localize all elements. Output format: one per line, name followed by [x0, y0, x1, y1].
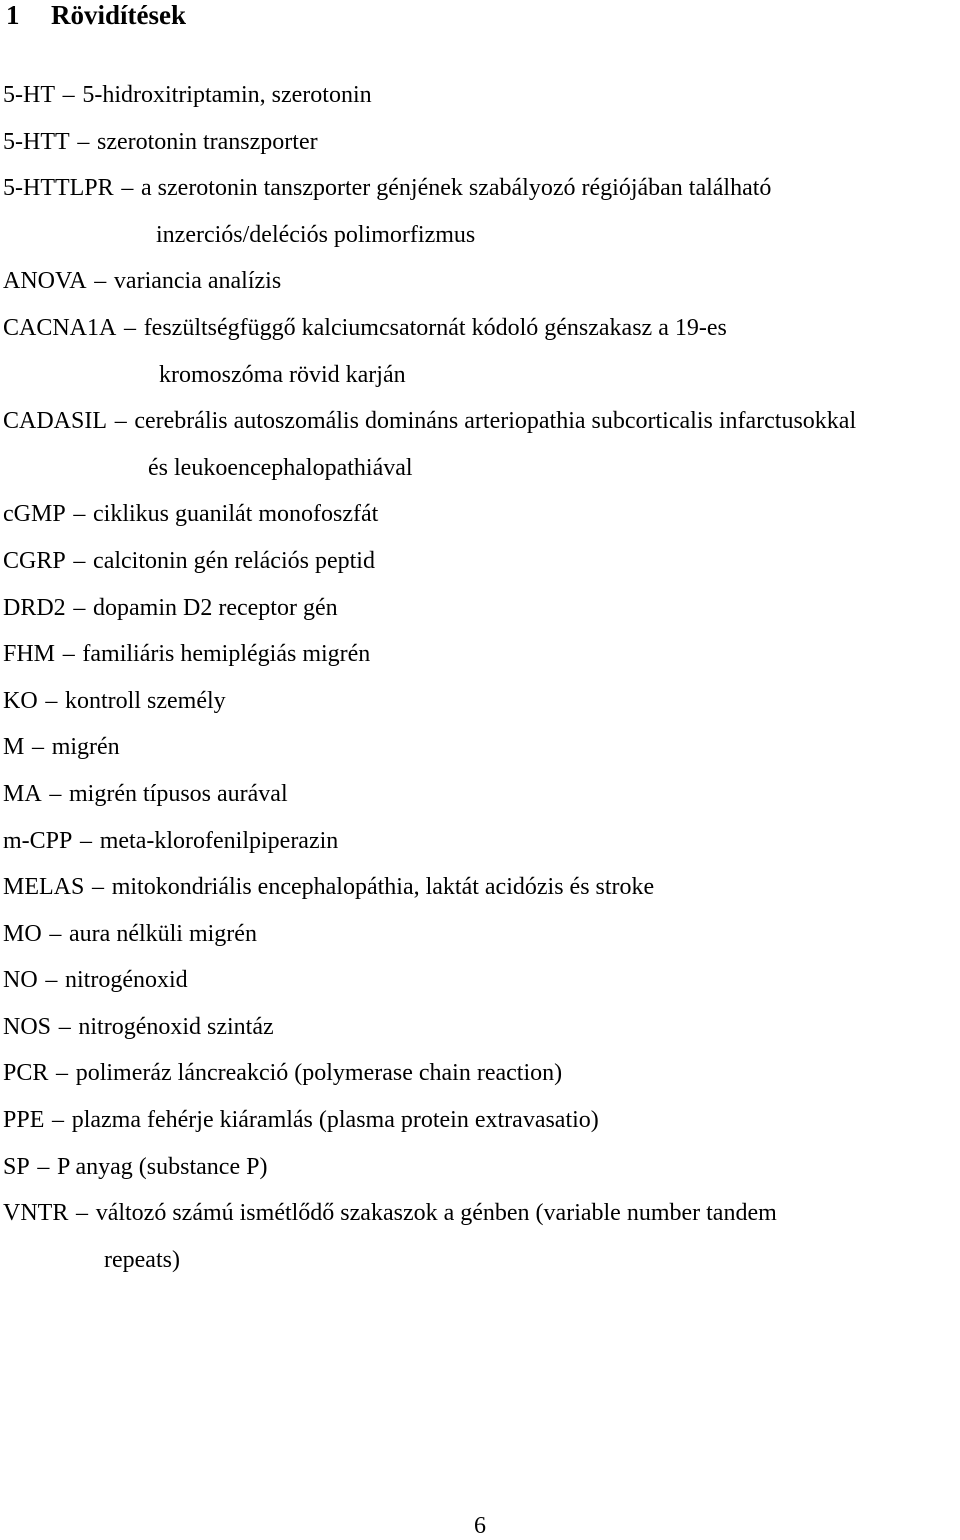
abbreviation-entry: [3, 119, 958, 166]
abbreviation-entry: [3, 678, 958, 725]
abbreviation-entry: [3, 1097, 958, 1144]
separator-dash: –: [73, 594, 86, 621]
abbreviation-term: CADASIL: [3, 408, 108, 435]
abbreviation-list: [3, 72, 958, 1283]
abbreviation-term: CGRP: [3, 547, 66, 574]
abbreviation-definition: szerotonin transzporter: [97, 128, 318, 155]
separator-dash: –: [92, 874, 105, 901]
abbreviation-term: PPE: [3, 1107, 45, 1134]
page-number: 6: [474, 1513, 486, 1539]
separator-dash: –: [58, 1013, 71, 1040]
abbreviation-term: 5-HTTLPR: [3, 175, 114, 202]
separator-dash: –: [45, 967, 58, 994]
abbreviation-entry: [3, 1050, 958, 1097]
abbreviation-definition: változó számú ismétlődő szakaszok a génben (variable number tandem: [95, 1200, 777, 1227]
separator-dash: –: [73, 547, 86, 574]
separator-dash: –: [45, 687, 58, 714]
abbreviation-entry: [3, 165, 958, 258]
abbreviation-definition: familiáris hemiplégiás migrén: [82, 641, 371, 668]
abbreviation-definition: dopamin D2 receptor gén: [93, 594, 338, 621]
abbreviation-term: DRD2: [3, 594, 66, 621]
separator-dash: –: [73, 501, 86, 528]
separator-dash: –: [32, 734, 45, 761]
abbreviation-entry: [3, 771, 958, 818]
abbreviation-definition: migrén típusos aurával: [69, 780, 288, 807]
abbreviation-entry: [3, 538, 958, 585]
abbreviation-entry: [3, 72, 958, 119]
abbreviation-entry: [3, 491, 958, 538]
abbreviation-entry: [3, 724, 958, 771]
abbreviation-definition: calcitonin gén relációs peptid: [93, 547, 375, 574]
abbreviation-term: NO: [3, 967, 38, 994]
abbreviation-definition: nitrogénoxid: [65, 967, 188, 994]
abbreviation-entry: [3, 864, 958, 911]
abbreviation-term: cGMP: [3, 501, 66, 528]
abbreviation-term: MELAS: [3, 874, 85, 901]
abbreviation-entry: [3, 631, 958, 678]
abbreviation-definition: nitrogénoxid szintáz: [78, 1013, 274, 1040]
abbreviation-definition: P anyag (substance P): [57, 1153, 268, 1180]
abbreviation-entry: [3, 305, 958, 398]
separator-dash: –: [62, 641, 75, 668]
abbreviation-term: M: [3, 734, 25, 761]
abbreviation-definition: plazma fehérje kiáramlás (plasma protein extravasatio): [71, 1107, 599, 1134]
abbreviation-entry: [3, 585, 958, 632]
abbreviation-term: SP: [3, 1153, 30, 1180]
separator-dash: –: [77, 128, 90, 155]
abbreviation-entry: [3, 818, 958, 865]
abbreviation-entry: [3, 957, 958, 1004]
abbreviation-term: FHM: [3, 641, 56, 668]
abbreviation-term: VNTR: [3, 1200, 69, 1227]
separator-dash: –: [37, 1153, 50, 1180]
abbreviation-definition: aura nélküli migrén: [69, 920, 257, 947]
separator-dash: –: [114, 408, 127, 435]
separator-dash: –: [56, 1060, 69, 1087]
definition-continuation: kromoszóma rövid karján: [159, 361, 406, 388]
abbreviation-definition: ciklikus guanilát monofoszfát: [93, 501, 379, 528]
abbreviation-term: KO: [3, 687, 38, 714]
separator-dash: –: [94, 268, 107, 295]
abbreviation-entry: [3, 398, 958, 491]
abbreviation-definition: cerebrális autoszomális domináns arteriopathia subcorticalis infarctusokkal: [134, 408, 857, 435]
abbreviation-term: m-CPP: [3, 827, 73, 854]
abbreviation-term: PCR: [3, 1060, 49, 1087]
abbreviation-entry: [3, 1190, 958, 1283]
abbreviation-term: NOS: [3, 1013, 52, 1040]
abbreviation-term: ANOVA: [3, 268, 87, 295]
abbreviation-definition: variancia analízis: [113, 268, 282, 295]
separator-dash: –: [124, 314, 137, 341]
abbreviation-definition: polimeráz láncreakció (polymerase chain reaction): [75, 1060, 563, 1087]
separator-dash: –: [49, 920, 62, 947]
section-heading: [6, 0, 186, 30]
abbreviation-definition: 5-hidroxitriptamin, szerotonin: [82, 82, 372, 108]
abbreviation-definition: migrén: [51, 734, 120, 761]
abbreviation-entry: [3, 1144, 958, 1191]
abbreviation-definition: kontroll személy: [65, 687, 226, 714]
separator-dash: –: [52, 1107, 65, 1134]
abbreviation-entry: [3, 1004, 958, 1051]
abbreviation-term: MA: [3, 780, 42, 807]
separator-dash: –: [80, 827, 93, 854]
section-title: Rövidítések: [51, 0, 186, 30]
abbreviation-term: 5-HT: [3, 82, 55, 108]
separator-dash: –: [76, 1200, 89, 1227]
abbreviation-definition: mitokondriális encephalopáthia, laktát acidózis és stroke: [111, 874, 655, 901]
abbreviation-term: CACNA1A: [3, 314, 117, 341]
definition-continuation: inzerciós/deléciós polimorfizmus: [156, 221, 476, 248]
separator-dash: –: [62, 82, 75, 108]
abbreviation-term: 5-HTT: [3, 128, 70, 155]
definition-continuation: és leukoencephalopathiával: [148, 454, 413, 481]
abbreviation-entry: [3, 258, 958, 305]
abbreviation-definition: meta-klorofenilpiperazin: [99, 827, 339, 854]
abbreviation-definition: a szerotonin tanszporter génjének szabályozó régiójában található: [141, 175, 772, 202]
abbreviation-definition: feszültségfüggő kalciumcsatornát kódoló génszakasz a 19-es: [143, 314, 727, 341]
abbreviation-term: MO: [3, 920, 42, 947]
separator-dash: –: [49, 780, 62, 807]
section-number: 1: [6, 0, 20, 30]
definition-continuation: repeats): [104, 1246, 180, 1273]
separator-dash: –: [121, 175, 134, 202]
abbreviation-entry: [3, 911, 958, 958]
